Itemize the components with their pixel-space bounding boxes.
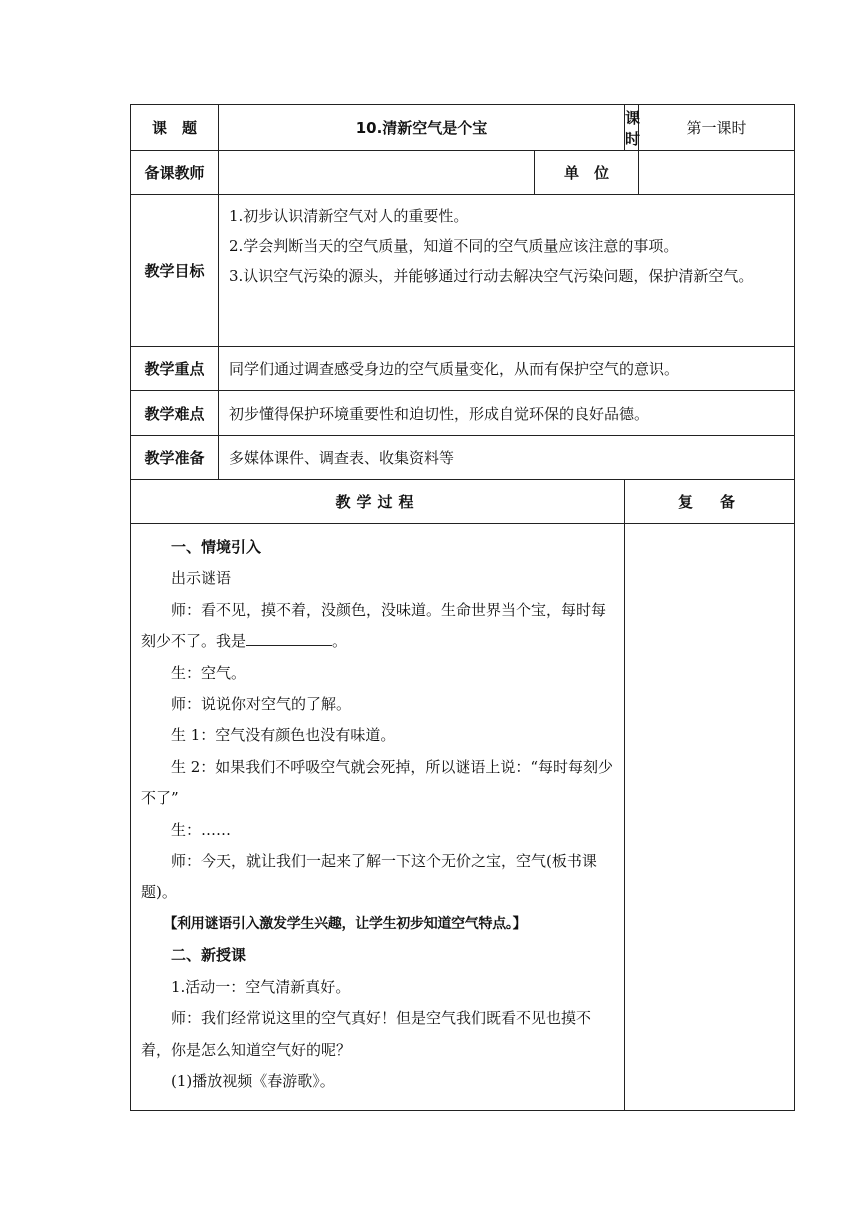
lesson-plan-page: [130, 104, 794, 1110]
difficulties-label: 教学难点: [131, 391, 219, 436]
process-line: 生 1：空气没有颜色也没有味道。: [171, 726, 396, 745]
section-heading: 一、情境引入: [171, 538, 262, 556]
preparation-value: 多媒体课件、调查表、收集资料等: [219, 436, 795, 480]
section-heading: 二、新授课: [171, 946, 247, 965]
goals-label: 教学目标: [131, 195, 219, 347]
process-body: [131, 524, 625, 1111]
unit-value: [639, 151, 795, 195]
process-line: 生：空气。: [171, 663, 247, 682]
teacher-value: [219, 151, 535, 195]
answer-blank: [246, 631, 332, 646]
review-column: [625, 524, 795, 1111]
unit-label: 单 位: [535, 151, 639, 195]
topic-value: 10.清新空气是个宝: [219, 105, 625, 151]
process-line: 师：今天，就让我们一起来了解一下这个无价之宝，空气(板书课题)。: [141, 852, 597, 902]
process-header: 教学过程: [131, 480, 625, 524]
process-line: 生：……: [171, 820, 232, 839]
preparation-label: 教学准备: [131, 436, 219, 480]
teaching-note: 【利用谜语引入激发学生兴趣，让学生初步知道空气特点。】: [163, 915, 527, 932]
period-value: 第一课时: [639, 105, 795, 151]
goal-item: 2.学会判断当天的空气质量，知道不同的空气质量应该注意的事项。: [229, 237, 679, 255]
key-points-label: 教学重点: [131, 347, 219, 391]
topic-label: 课 题: [131, 105, 219, 151]
goals-list: [219, 195, 795, 347]
period-label: 课 时: [625, 105, 639, 151]
process-line: 师：看不见，摸不着，没颜色，没味道。生命世界当个宝，每时每刻少不了。我是 。: [141, 600, 607, 651]
lesson-plan-table: [130, 104, 795, 1111]
goal-item: 3.认识空气污染的源头，并能够通过行动去解决空气污染问题，保护清新空气。: [229, 267, 754, 285]
review-header: 复 备: [625, 480, 795, 524]
goal-item: 1.初步认识清新空气对人的重要性。: [229, 207, 469, 225]
key-points-value: 同学们通过调查感受身边的空气质量变化，从而有保护空气的意识。: [219, 347, 795, 391]
process-line: 出示谜语: [171, 569, 232, 588]
process-line: 生 2：如果我们不呼吸空气就会死掉，所以谜语上说：“每时每刻少不了”: [141, 757, 613, 808]
process-line: 师：说说你对空气的了解。: [171, 695, 352, 714]
teacher-label: 备课教师: [131, 151, 219, 195]
process-line: 1.活动一：空气清新真好。: [171, 977, 351, 996]
difficulties-value: 初步懂得保护环境重要性和迫切性，形成自觉环保的良好品德。: [219, 391, 795, 436]
process-line: (1)播放视频《春游歌》。: [171, 1071, 335, 1090]
process-line: 师：我们经常说这里的空气真好！但是空气我们既看不见也摸不着，你是怎么知道空气好的呢？: [141, 1009, 592, 1059]
